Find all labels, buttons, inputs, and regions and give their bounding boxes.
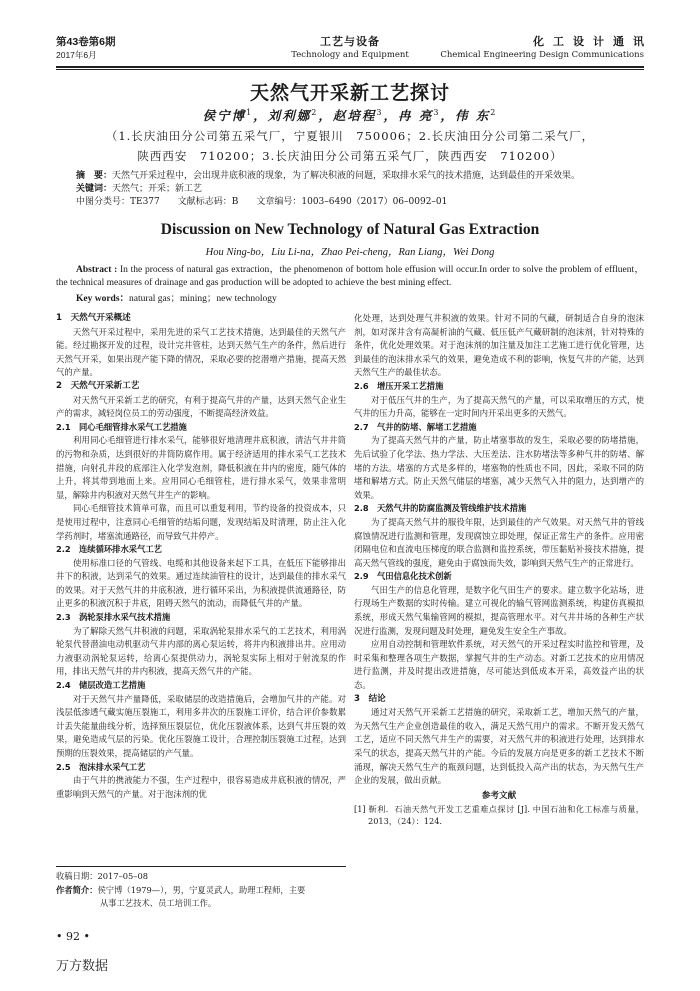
- author-list: [56, 106, 644, 124]
- author-name: 伟 东: [454, 108, 491, 123]
- journal-en: Chemical Engineering Design Communications: [440, 50, 644, 60]
- body-paragraph: 为了提高天然气井的服役年限，达到最佳的产气效果。对天然气井的管线腐蚀情况进行监测和管理，发现腐蚀立即处理，保证正常生产的条件。应用密闭隔电位和直流电压梯度的联合监测和监控系统，带压黏贴补接技术措施，提高天然气管线的强度，避免由于腐蚀而失效，影响到天然气生产的正常进行。: [354, 516, 644, 568]
- affiliation-mark: 3: [433, 107, 441, 117]
- watermark-brand: 万方数据: [56, 959, 109, 974]
- section-cn: 工艺与设备: [320, 36, 380, 48]
- subsection-heading: 2.7 气井的防堵、解堵工艺措施: [354, 421, 477, 432]
- body-paragraph: 使用标准口径的气管线、电缆和其他设备来起下工具，在低压下能够排出井下的积液，达到采气的效果。通过连续油管柱的设计，达到最佳的排水采气的效果。对于天然气井的井底积液，进行循环采出，为积液提供流通路径，防止更多的积液沉积于井底，阻碍天然气的流动，而降低气井的产量。: [56, 557, 346, 609]
- english-keywords-text: natural gas；mining；new technology: [129, 294, 277, 304]
- affiliation-mark: 2: [490, 107, 498, 117]
- reference-item: [1] 靳利．石油天然气开发工艺重难点探讨 [J]. 中国石油和化工标准与质量，2013，（24）：124.: [354, 803, 644, 827]
- keywords-cn: [76, 183, 640, 196]
- keywords-text: 天然气；开采；新工艺: [112, 184, 203, 194]
- author-name: 冉 亮: [397, 108, 434, 123]
- author-bio-text: 侯宁博（1979—），男，宁夏灵武人，助理工程师，主要: [97, 885, 306, 895]
- body-paragraph: 同心毛细管技术简单可靠，而且可以重复利用，节约设备的投资成本，只是使用过程中，注意同心毛细管的结垢问题，发现结垢及时清理，防止注入化学药剂时，堵塞流通路径，而导致气井停产。: [56, 503, 346, 541]
- article-title: 天然气开采新工艺探讨: [249, 83, 450, 104]
- english-title: Discussion on New Technology of Natural Gas Extraction: [160, 221, 540, 238]
- author-name: 刘利娜: [267, 108, 312, 123]
- journal-info: [440, 36, 653, 62]
- received-date: 收稿日期：2017–05–08: [56, 871, 149, 881]
- body-paragraph: 对于天然气井产量降低，采取储层的改造措施后，会增加气井的产能。对浅层低渗透气藏实施压裂施工，利用多井次的压裂施工评价，结合评价参数累计丢失能量曲线分析，选择预压裂层位，优化压裂液体系，达到气井压裂的效果，避免造成气层的污染。优化压裂施工设计，合理控制压裂施工过程，达到预期的压裂效果，提高储层的产气量。: [56, 693, 346, 758]
- subsection-heading: 2.1 同心毛细管排水采气工艺措施: [56, 421, 187, 432]
- body-paragraph: 通过对天然气开采新工艺措施的研究，采取新工艺，增加天然气的产量，为天然气生产企业创造最佳的收入，满足天然气用户的需求。不断开发天然气工艺，适应不同天然气井生产的需要，对天然气井的积液进行处理，达到排水采气的状态，提高天然气井的产能。今后的发展方向是更多的新工艺技术不断涌现，解决天然气生产的瓶颈问题，达到低投入高产出的状态，为天然气生产企业的发展，做出贡献。: [354, 707, 644, 786]
- affiliation-line-2: 陕西西安 710200；3.长庆油田分公司第五采气厂，陕西西安 710200）: [137, 149, 563, 163]
- running-header: [56, 36, 653, 64]
- subsection-heading: 2.9 气田信息化技术创新: [354, 571, 452, 582]
- section-heading: 3 结论: [354, 693, 386, 704]
- subsection-heading: 2.4 储层改造工艺措施: [56, 680, 146, 691]
- volume-issue: 第43卷第6期: [56, 36, 116, 48]
- english-authors: Hou Ning-bo，Liu Li-na，Zhao Pei-cheng，Ran Liang，Wei Dong: [205, 247, 495, 258]
- subsection-heading: 2.3 涡轮泵排水采气技术措施: [56, 612, 171, 623]
- author-bio-continued: 从事工艺技术、员工培训工作。: [100, 897, 217, 908]
- affiliation-mark: 1: [246, 107, 254, 117]
- body-paragraph: 化处理，达到处理气井积液的效果。针对不同的气藏，研制适合自身的泡沫剂，如对深井含有高凝析油的气藏、低压低产气藏研制的泡沫剂，针对特殊的条件，优化处理效果。对于泡沫剂的加注量及加注工艺施工进行优化管理，达到最佳的泡沫排水采气的效果，避免造成不利的影响，恢复气井的产能，达到天然气生产的最佳状态。: [354, 313, 644, 378]
- english-abstract-label: Abstract :: [76, 265, 118, 275]
- subsection-heading: 2.6 增压开采工艺措施: [354, 380, 444, 391]
- affiliation-mark: 3: [376, 107, 384, 117]
- header-rule-thin: [56, 69, 644, 70]
- author-bio: [56, 884, 346, 909]
- abstract-text: 天然气开采过程中，会出现井底积液的现象，为了解决积液的问题，采取排水采气的技术措施，达到最佳的开采效果。: [112, 171, 581, 181]
- author-name: 赵培程: [332, 108, 377, 123]
- references-heading: 参考文献: [481, 790, 517, 801]
- footnote-rule: [56, 866, 346, 867]
- english-abstract: [56, 264, 644, 289]
- subsection-heading: 2.5 泡沫排水采气工艺: [56, 761, 146, 772]
- english-keywords: [76, 290, 644, 304]
- body-paragraph: 为了提高天然气井的产量，防止堵塞事故的发生，采取必要的防堵措施，先后试验了化学法、热力学法、大压差法、注水防堵法等多种气井的防堵、解堵的方法。堵塞的方式是多样的，堵塞物的性质也不同，因此，采取不同的防堵和解堵方式。防止天然气储层的堵塞，减少天然气入井的阻力，达到增产的效果。: [354, 435, 644, 500]
- affiliation-line-1: （1.长庆油田分公司第五采气厂，宁夏银川 750006；2.长庆油田分公司第二采气厂，: [105, 129, 595, 143]
- affiliation-mark: 2: [311, 107, 319, 117]
- english-keywords-label: Key words：: [76, 294, 130, 304]
- abstract-label: 摘 要：: [76, 171, 113, 181]
- body-paragraph: 气田生产的信息化管理，是数字化气田生产的要求。建立数字化站场，进行现场生产数据的实时传输。建立可视化的输气管网监测系统，构建仿真模拟系统，形成天然气集输管网的模拟，提高管理水平。对气井井场的各种生产状况进行监测，发现问题及时处理，避免发生安全生产事故。: [354, 584, 644, 636]
- section-en: Technology and Equipment: [291, 50, 409, 60]
- body-paragraph: 利用同心毛细管进行排水采气，能够很好地清理井底积液，清洁气井井筒的污物和杂质，达到很好的井筒防腐作用。属于经济适用的排水采气工艺技术措施，向射孔井段的底部注入化学发泡剂，降低积液在井内的密度，随气体的上升，将其带到地面上来。应用同心毛细管柱，进行排水采气，效果非常明显，解除井内积液对天然气井生产的影响。: [56, 435, 346, 500]
- journal-cn: 化工设计通讯: [533, 36, 653, 48]
- author-separator: ，: [253, 108, 268, 123]
- author-separator: ，: [383, 108, 398, 123]
- author-name: 侯宁博: [202, 108, 247, 123]
- author-separator: ，: [440, 108, 455, 123]
- body-paragraph: 天然气开采过程中，采用先进的采气工艺技术措施，达到最佳的天然气产能。经过勘探开发的过程，设计完井管柱，达到天然气生产的条件，然后进行天然气开采，如果出现产能下降的情况，采取必要的挖潜增产措施，提高天然气的产量。: [56, 326, 346, 378]
- english-abstract-text: In the process of natural gas extraction，the phenomenon of bottom hole effusion will occur.In order to solve the problem of effluent，the technical measures of drainage and gas production will be adopted to achieve the best mining effect.: [56, 265, 644, 288]
- subsection-heading: 2.2 连续循环排水采气工艺: [56, 544, 162, 555]
- subsection-heading: 2.8 天然气井的防腐监测及管线维护技术措施: [354, 503, 527, 514]
- body-column-left: [56, 312, 346, 801]
- classification-line: 中图分类号：TE377 文献标志码：B 文章编号：1003–6490（2017）06–0092–01: [76, 197, 448, 207]
- section-heading: 2 天然气开采新工艺: [56, 380, 140, 391]
- keywords-label: 关键词：: [76, 184, 113, 194]
- body-paragraph: 为了解除天然气井积液的问题，采取涡轮泵排水采气的工艺技术，利用涡轮泵代替潜油电动机驱动气井内部的离心泵运转，将井内积液排出井。应用动力液驱动涡轮泵运转，给离心泵提供动力，涡轮泵实际上相对于射流泵的作用，排出天然气井的井内积液，提高天然气井的产能。: [56, 625, 346, 677]
- page-number: • 92 •: [56, 930, 90, 943]
- issue-date: 2017年6月: [56, 50, 97, 60]
- section-heading: 1 天然气开采概述: [56, 313, 131, 323]
- author-bio-label: 作者简介：: [56, 885, 98, 895]
- body-paragraph: 对天然气开采新工艺的研究，有利于提高气井的产量，达到天然气企业生产的需求，减轻岗位员工的劳动强度，不断提高经济效益。: [56, 394, 346, 419]
- body-paragraph: 对于低压气井的生产，为了提高天然气的产量，可以采取增压的方式，使气井的压力升高，能够在一定时间内开采出更多的天然气。: [354, 394, 644, 419]
- body-paragraph: 应用自动控制和管理软件系统，对天然气的开采过程实时监控和管理，及时采集和整理各项生产数据，掌握气井的生产动态。对新工艺技术的应用情况进行监测，并及时提出改进措施，尽可能达到低成本开采，高效益产出的状态。: [354, 639, 644, 691]
- abstract-cn: [76, 170, 640, 183]
- header-rule-thick: [56, 66, 644, 68]
- affiliations: [80, 126, 620, 166]
- author-separator: ，: [318, 108, 333, 123]
- body-paragraph: 由于气井的携液能力不强，生产过程中，很容易造成井底积液的情况，严重影响到天然气的产量。对于泡沫剂的优: [56, 775, 346, 799]
- body-column-right: [354, 312, 644, 828]
